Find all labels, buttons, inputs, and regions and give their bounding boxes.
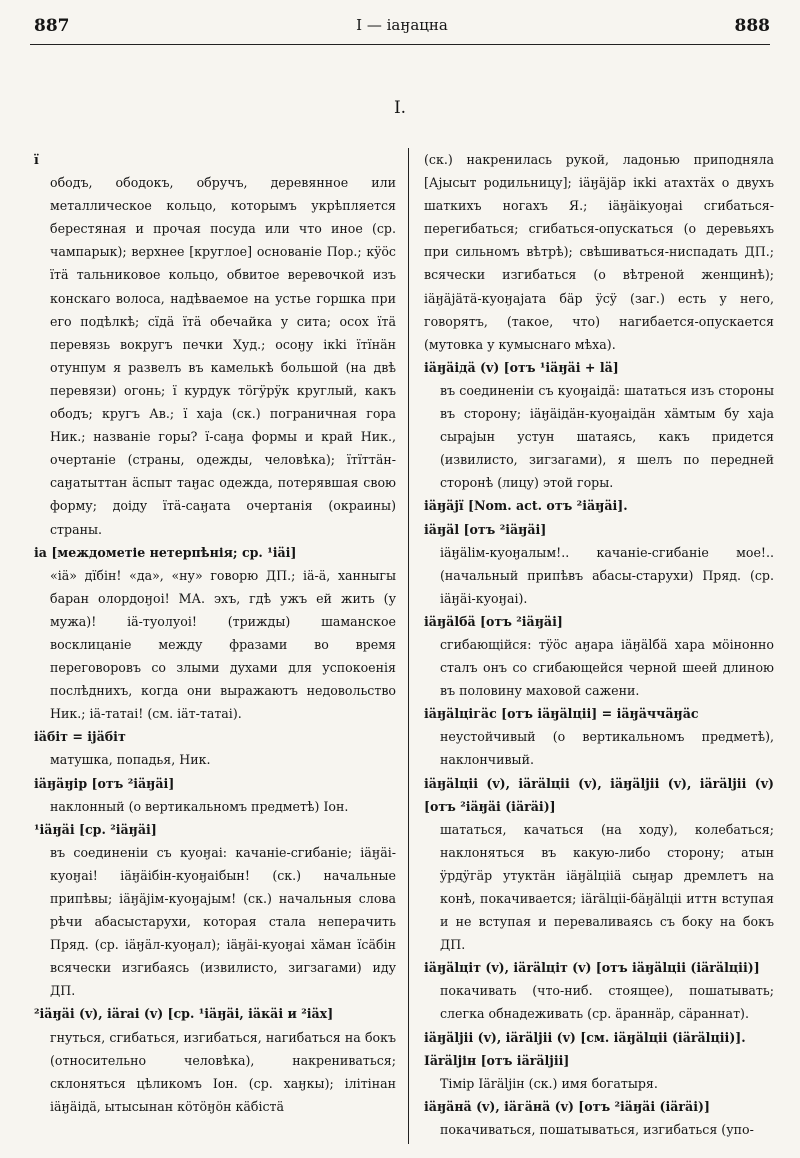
dictionary-entry xyxy=(34,725,396,771)
entry-headword: ia [междометіе нетерпѣнія; ср. ¹iäi] xyxy=(34,544,297,560)
entry-headword: iäӈälцiгäс [отъ iäӈälцii] = iäӈäччäӈäс xyxy=(424,706,699,722)
entry-headword: iäӈälцiт (v), iärälцiт (v) [отъ iäӈälцii (iärälцii)] xyxy=(424,960,760,976)
column-divider xyxy=(408,148,409,1144)
entry-definition: въ соединеніи съ куоӈаiдä: шататься изъ стороны въ сторону; iäӈäiдäн-куоӈаiдäн хäмтым бу хаjа сырајын устун шатаясь, какъ придется (извилисто, зигзагами), я шелъ по передней сторонѣ (лицу) этой горы. xyxy=(440,382,774,491)
entry-definition: неустойчивый (о вертикальномъ предметѣ), наклончивый. xyxy=(440,729,774,768)
entry-headword: iäбiт = ijäбiт xyxy=(34,729,126,745)
dictionary-entry xyxy=(424,148,774,356)
dictionary-entry xyxy=(424,610,774,702)
entry-definition: шататься, качаться (на ходу), колебаться; наклоняться въ какую-либо сторону; атын ÿрдÿгäр утуктäн iäӈälцiiä сыӈар дремлетъ на конѣ, покачивается; iärälцii-бäӈälцii иттн вступая и не вступая и переваливаясь съ боку на бокъ ДП. xyxy=(440,821,774,953)
entry-definition: наклонный (о вертикальномъ предметѣ) Іон. xyxy=(50,798,349,814)
entry-headword: ї xyxy=(34,152,39,167)
entry-headword: iäӈälцii (v), iärälцii (v), iäӈäljii (v), iäräljii (v) [отъ ²iäӈäi (iäräi)] xyxy=(424,775,774,814)
dictionary-entry xyxy=(424,518,774,610)
entry-headword: ¹iäӈäi [ср. ²iäӈäi] xyxy=(34,821,157,837)
dictionary-entry xyxy=(424,1026,774,1049)
entry-definition: матушка, попадья, Ник. xyxy=(50,752,211,768)
entry-headword: ²iäӈäi (v), iärai (v) [ср. ¹iäӈäi, iäкäi и ²iäх] xyxy=(34,1006,334,1022)
dictionary-entry xyxy=(424,772,774,957)
entry-definition: ободъ, ободокъ, обручъ, деревянное или металлическое кольцо, которымъ укрѣпляется берестяная и прочая посуда или что иное (ср. чампарык); верхнее [круглое] основаніе Пор.; кÿöс ïтä тальниковое кольцо, обвитое веревочкой изъ конскаго волоса, надѣваемое на устье горшка при его подѣлкѣ; сïдä ïтä обечайка у сита; осох ïтä перевязь вокругъ печки Худ.; осоӈу ікkі ïтïнäн отунпум я развелъ въ камелькѣ большой (на двѣ перевязи) огонь; ï курдук тöгÿрÿк круглый, какъ ободъ; кругъ Ав.; ï хаjа (ск.) пограничная гора Ник.; названіе горы? ï-саӈа формы и край Ник., очертаніе (страны, одежды, человѣка); ïтïттäн-саӈатыттан äспыт таӈас одежда, потерявшая свою форму; доiду ïтä-саӈата очертанія (окраины) страны. xyxy=(50,175,396,537)
entry-definition: покачивать (что-ниб. стоящее), пошатывать; слегка обнадеживать (ср. äраннäр, сäраннат). xyxy=(440,983,774,1022)
entry-headword: iäӈälбä [отъ ²iäӈäi] xyxy=(424,613,563,629)
dictionary-entry xyxy=(424,356,774,495)
dictionary-entry xyxy=(424,1095,774,1141)
header-rule xyxy=(30,44,770,45)
section-letter: I. xyxy=(393,98,407,118)
page-header xyxy=(34,16,770,42)
dictionary-entry xyxy=(34,772,396,818)
dictionary-entry xyxy=(424,494,774,517)
running-head: I — iаӈацна xyxy=(356,16,448,34)
dictionary-entry xyxy=(424,702,774,771)
entry-definition: iäӈälім-куоӈалым!.. качаніе-сгибаніе мое!.. (начальный припѣвъ абасы-старухи) Пряд. (ср. iäӈäi-куоӈаi). xyxy=(440,544,774,606)
entry-headword: iäӈäiдä (v) [отъ ¹iäӈäi + lä] xyxy=(424,359,619,375)
page-number-left: 887 xyxy=(34,16,70,36)
page-number-right: 888 xyxy=(734,16,770,36)
entry-definition: «iä» дïбiн! «да», «ну» говорю ДП.; iä-ä, ханныгы баран олордоӈоi! МА. эхъ, гдѣ ужъ ей жить (у мужа)! iä-туолуоi! (трижды) шаманское восклицаніе между фразами во время переговоровъ со злыми духами для успокоенія послѣднихъ, когда они выражаютъ недовольство Ник.; iä-татаi! (см. iäт-татаi). xyxy=(50,567,396,722)
entry-definition: сгибающійся: тÿöс аӈара iäӈälбä хара мöiнонно сталъ онъ со сгибающейся черной шеей длиною въ половину маховой сажени. xyxy=(440,636,774,699)
dictionary-entry xyxy=(34,1002,396,1117)
entry-definition: въ соединеніи съ куоӈаі: качаніе-сгибаніе; iäӈäi-куоӈаi! iäӈäiбiн-куоӈаiбын! (ск.) начальные припѣвы; iäӈäjiм-куоӈаjым! (ск.) начальныя слова рѣчи абасыстарухи, которая стала неперачить Пряд. (ср. iäӈäл-куоӈал); iäӈäi-куоӈаi хäман ïсäбiн всячески изгибаясь (извилисто, зигзагами) иду ДП. xyxy=(50,844,396,999)
entry-headword: iäӈäl [отъ ²iäӈäi] xyxy=(424,521,547,537)
dictionary-entry xyxy=(34,818,396,1003)
entry-headword: iäӈäнä (v), iäгäнä (v) [отъ ²iäӈäi (iäräi)] xyxy=(424,1098,710,1114)
entry-definition: гнуться, сгибаться, изгибаться, нагибаться на бокъ (относительно человѣка), накрениваться; склоняться цѣликомъ Іон. (ср. хаӈкы); iлiтiнан iäӈäiдä, ытысынан кöтöӈöн кäбiстä xyxy=(50,1029,396,1114)
entry-definition: покачиваться, пошатываться, изгибаться (упо- xyxy=(440,1121,754,1137)
right-column xyxy=(424,148,774,1141)
dictionary-entry xyxy=(424,956,774,1025)
dictionary-entry xyxy=(34,541,396,726)
entry-headword: iäӈäӈiр [отъ ²iäӈäi] xyxy=(34,775,175,791)
dictionary-entry xyxy=(34,148,396,541)
entry-definition: (ск.) накренилась рукой, ладонью приподняла [Аjысыт родильницу]; iäӈäjäр ікkі атахтäх о двухъ шаткихъ ногахъ Я.; iäӈäiкуоӈаi сгибаться-перегибаться; сгибаться-опускаться (о деревьяхъ при сильномъ вѣтрѣ); свѣшиваться-ниспадать ДП.; всячески изгибаться (о вѣтреной женщинѣ); iäӈäjäтä-куоӈаjата бäр ÿсÿ (заг.) есть у него, говорятъ, (такое, что) нагибается-опускается (мутовка у кумыснаго мѣха). xyxy=(424,152,774,352)
entry-headword: Iäräljін [отъ iäräljii] xyxy=(424,1052,570,1068)
dictionary-entry xyxy=(424,1049,774,1095)
left-column xyxy=(34,148,396,1118)
entry-headword: iäӈäljii (v), iäräljii (v) [см. iäӈälцii (iärälцii)]. xyxy=(424,1029,746,1045)
entry-definition: Тiмiр Iäräljін (ск.) имя богатыря. xyxy=(440,1075,658,1091)
entry-headword: iäӈäjï [Nom. act. отъ ²iäӈäi]. xyxy=(424,498,628,514)
